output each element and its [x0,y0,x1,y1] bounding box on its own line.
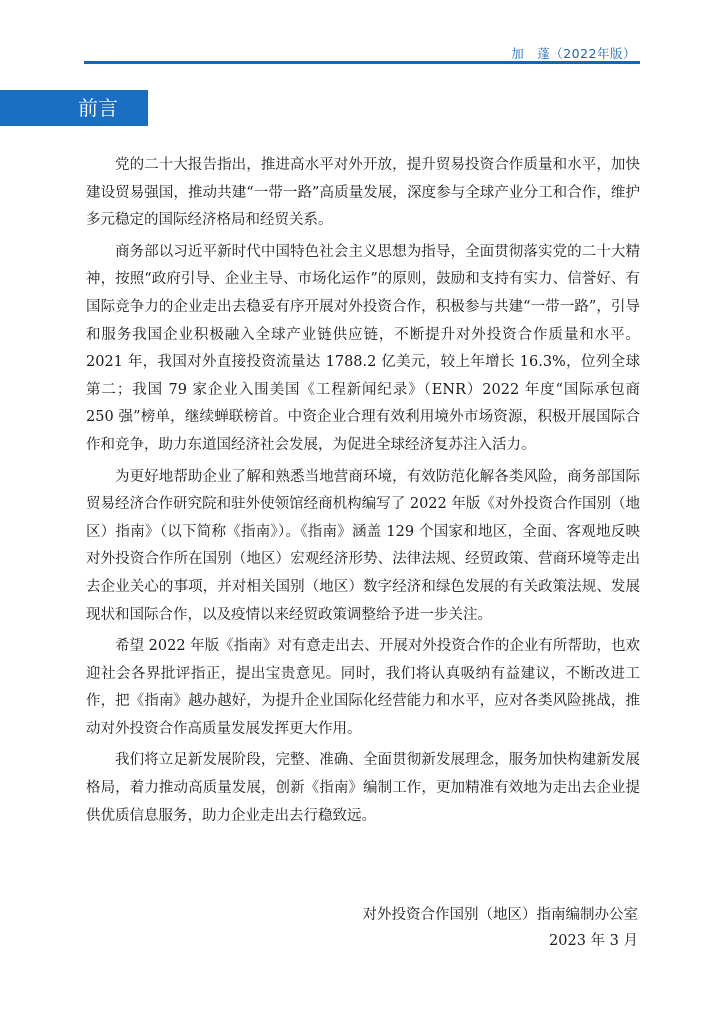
header-rule [84,61,640,64]
paragraph: 希望 2022 年版《指南》对有意走出去、开展对外投资合作的企业有所帮助，也欢迎社会各界批评指正，提出宝贵意见。同时，我们将认真吸纳有益建议，不断改进工作，把《指南》越办越好，为提升企业国际化经营能力和水平，应对各类风险挑战，推动对外投资合作高质量发展发挥更大作用。 [86,638,640,737]
running-header: 加 蓬（2022年版） [511,46,636,61]
section-title: 前言 [78,96,118,120]
paragraph: 商务部以习近平新时代中国特色社会主义思想为指导，全面贯彻落实党的二十大精神，按照“政府引导、企业主导、市场化运作”的原则，鼓励和支持有实力、信誉好、有国际竞争力的企业走出去稳妥有序开展对外投资合作，积极参与共建“一带一路”，引导和服务我国企业积极融入全球产业链供应链，不断提升对外投资合作质量和水平。2021 年，我国对外直接投资流量达 1788.2 亿美元，较上年增长 16.3%，位列全球第二；我国 79 家企业入围美国《工程新闻纪录》（ENR）2022 年度“国际承包商 250 强”榜单，继续蝉联榜首。中资企业合理有效利用境外市场资源，积极开展国际合作和竞争，助力东道国经济社会发展，为促进全球经济复苏注入活力。 [86,243,640,453]
paragraph: 为更好地帮助企业了解和熟悉当地营商环境，有效防范化解各类风险，商务部国际贸易经济合作研究院和驻外使领馆经商机构编写了 2022 年版《对外投资合作国别（地区）指南》（以下简称《指南》）。《指南》涵盖 129 个国家和地区，全面、客观地反映对外投资合作所在国别（地区）宏观经济形势、法律法规、经贸政策、营商环境等走出去企业关心的事项，并对相关国别（地区）数字经济和绿色发展的有关政策法规、发展现状和国际合作，以及疫情以来经贸政策调整给予进一步关注。 [86,468,640,623]
signature-office: 对外投资合作国别（地区）指南编制办公室 [362,907,638,923]
signature-block [363,902,639,954]
paragraph: 我们将立足新发展阶段，完整、准确、全面贯彻新发展理念，服务加快构建新发展格局，着力推动高质量发展，创新《指南》编制工作，更加精准有效地为走出去企业提供优质信息服务，助力企业走出去行稳致远。 [86,752,640,824]
paragraph: 党的二十大报告指出，推进高水平对外开放，提升贸易投资合作质量和水平，加快建设贸易强国，推动共建“一带一路”高质量发展，深度参与全球产业分工和合作，维护多元稳定的国际经济格局和经贸关系。 [86,157,640,229]
section-heading-tab [0,90,148,126]
signature-date: 2023 年 3 月 [549,933,638,949]
preface-body [86,152,640,834]
